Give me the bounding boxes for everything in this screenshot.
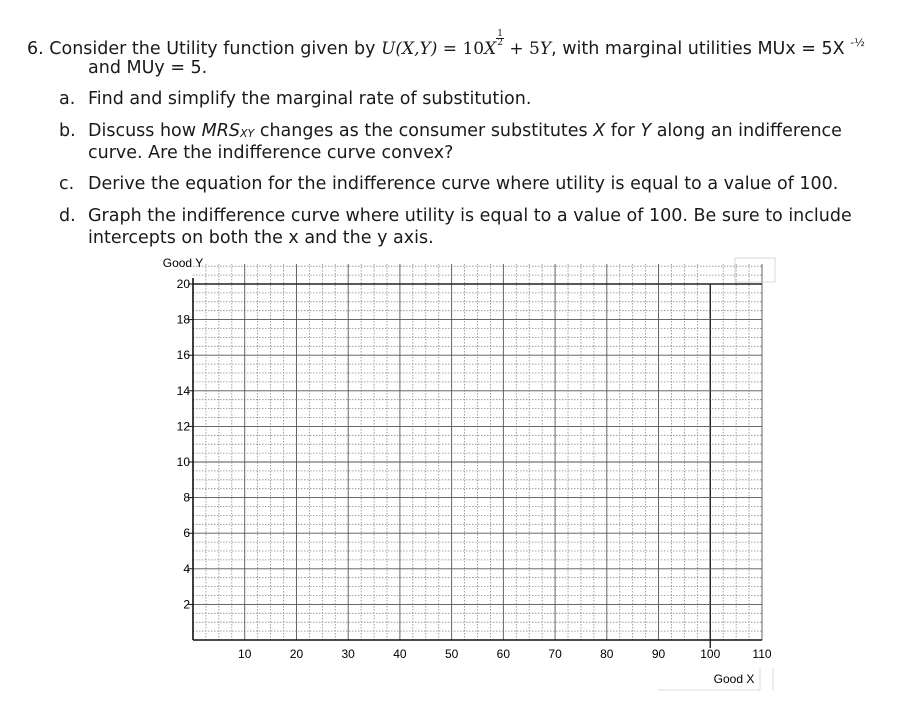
x-tick-label: 40	[393, 647, 407, 661]
x-tick-label: 100	[700, 647, 721, 661]
x-tick-label: 110	[752, 647, 772, 661]
y-tick-label: 18	[176, 312, 190, 327]
x-tick-label: 70	[548, 647, 562, 661]
y-tick-label: 16	[176, 348, 190, 363]
part-b-line-1: Discuss how $MRS_{XY}$ changes as the consumer substitutes X for Y along an indifference	[88, 121, 842, 141]
minor-gridlines	[193, 264, 762, 640]
part-a-text: Find and simplify the marginal rate of substitution.	[88, 89, 532, 109]
x-tick-label: 10	[238, 647, 252, 661]
x-tick-label: 90	[651, 647, 666, 661]
part-b-marker: b.	[59, 121, 76, 141]
axis-labels	[163, 256, 773, 690]
part-d-line-2: intercepts on both the x and the y axis.	[88, 228, 434, 248]
x-tick-label: 20	[289, 647, 304, 661]
y-tick-label: 6	[183, 526, 190, 541]
y-tick-label: 10	[176, 455, 190, 469]
y-tick-label: 2	[183, 597, 190, 612]
question-intro: Consider the Utility function given by	[49, 39, 376, 59]
y-axis-label: Good Y	[162, 256, 204, 270]
part-d-marker: d.	[59, 206, 76, 226]
x-tick-label: 50	[444, 647, 459, 661]
y-tick-label: 14	[176, 383, 190, 398]
x-tick-label: 30	[341, 647, 355, 661]
x-axis-label: Good X	[713, 672, 755, 686]
part-d-line-1: Graph the indifference curve where utility is equal to a value of 100. Be sure to include	[88, 206, 852, 226]
grid-corner-frame	[735, 258, 775, 282]
marginal-utility-text: , with marginal utilities MUx = 5X	[551, 39, 845, 59]
mux-exponent: -½	[850, 36, 865, 49]
part-c-text: Derive the equation for the indifference curve where utility is equal to a value of 100.	[88, 174, 839, 194]
question-line-2: and MUy = 5.	[88, 58, 208, 78]
y-tick-label: 12	[176, 419, 190, 434]
y-tick-label: 4	[183, 561, 190, 576]
axes	[188, 278, 762, 640]
exponent-fraction: $\frac{1}{2}$	[497, 29, 503, 48]
x-tick-label: 60	[496, 647, 511, 661]
mrs-subscript: XY	[240, 127, 255, 140]
question-number: 6.	[27, 39, 44, 59]
part-c-marker: c.	[59, 174, 75, 194]
y-tick-label: 20	[176, 277, 190, 291]
part-b-line-2: curve. Are the indifference curve convex?	[88, 143, 454, 163]
y-tick-label: 8	[183, 490, 190, 505]
x-tick-label: 80	[600, 647, 614, 661]
tick-labels	[177, 277, 772, 661]
part-a-marker: a.	[59, 89, 76, 109]
utility-formula: U(X,Y) = 10X $\frac{1}{2}$ + 5Y	[381, 29, 552, 59]
mrs-symbol: MRS	[201, 121, 241, 141]
